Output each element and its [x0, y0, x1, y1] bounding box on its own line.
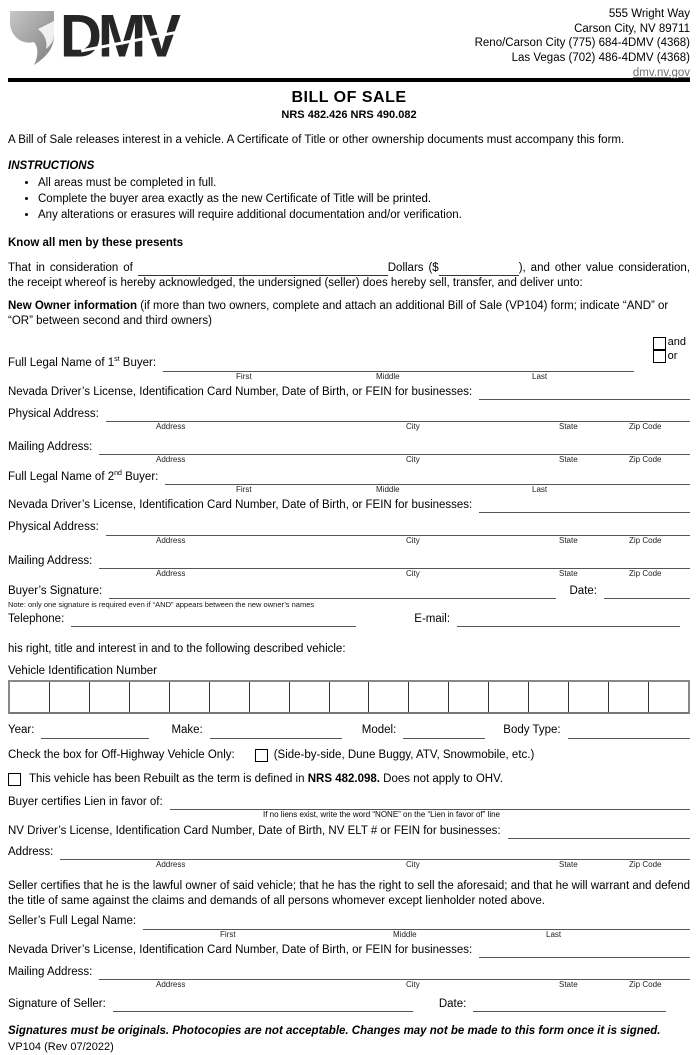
or-checkbox-label: or — [667, 350, 678, 363]
lien-note: If no liens exist, write the word “NONE” on the “Lien in favor of” line — [263, 810, 500, 820]
buyer2-name-label: Full Legal Name of 2nd Buyer: — [8, 470, 159, 484]
make-label: Make: — [171, 724, 203, 737]
address-sublabels: Address City State Zip Code — [156, 421, 662, 431]
telephone-field[interactable] — [71, 612, 356, 627]
and-or-checkbox-group — [653, 336, 686, 364]
body-type-field[interactable] — [568, 724, 690, 739]
new-owner-heading: New Owner information — [8, 300, 138, 312]
lienholder-address-field[interactable] — [60, 845, 690, 860]
dmv-logo — [8, 2, 218, 71]
buyer1-physical-address-label: Physical Address: — [8, 407, 99, 420]
buyer-date-field[interactable] — [604, 584, 690, 599]
rebuilt-checkbox[interactable] — [8, 773, 21, 786]
or-checkbox[interactable] — [653, 350, 666, 363]
seller-mailing-address-field[interactable] — [99, 965, 690, 980]
buyer2-name-field[interactable] — [165, 470, 690, 485]
seller-id-field[interactable] — [479, 943, 690, 958]
buyer2-id-field[interactable] — [479, 498, 690, 513]
address-sublabels: Address City State Zip Code — [156, 979, 662, 989]
vin-cell[interactable] — [609, 682, 649, 712]
body-type-label: Body Type: — [503, 724, 561, 737]
address-sublabels: Address City State Zip Code — [156, 455, 662, 465]
consideration-text-1: That in consideration of — [8, 261, 133, 274]
buyer1-id-label: Nevada Driver’s License, Identification Card Number, Date of Birth, or FEIN for businesses: — [8, 385, 473, 398]
address-line: 555 Wright Way — [608, 8, 690, 20]
agency-address-block — [475, 5, 690, 81]
buyer-date-label: Date: — [569, 584, 597, 597]
consideration-amount-number-blank[interactable] — [439, 263, 519, 276]
seller-mailing-address-label: Mailing Address: — [8, 965, 93, 978]
year-label: Year: — [8, 724, 35, 737]
instruction-item: • All areas must be completed in full. — [38, 176, 690, 191]
vin-grid — [8, 680, 690, 714]
vin-cell[interactable] — [649, 682, 688, 712]
address-sublabels: Address City State Zip Code — [156, 568, 662, 578]
new-owner-paragraph — [8, 299, 690, 329]
seller-id-label: Nevada Driver’s License, Identification Card Number, Date of Birth, or FEIN for businesses: — [8, 943, 473, 956]
make-field[interactable] — [210, 724, 342, 739]
name-sublabels: First Middle Last — [236, 371, 548, 381]
seller-date-label: Date: — [438, 997, 467, 1010]
year-field[interactable] — [41, 724, 149, 739]
vin-cell[interactable] — [489, 682, 529, 712]
name-sublabels: First Middle Last — [236, 485, 548, 495]
lienholder-address-label: Address: — [8, 845, 54, 858]
new-owner-text: (if more than two owners, complete and attach an additional Bill of Sale (VP104) form; indicate “AND” or “OR” between second and third owners) — [8, 300, 669, 328]
originals-warning: Signatures must be originals. Photocopies are not acceptable. Changes may not be made to this form once it is signed. — [8, 1025, 661, 1038]
vin-cell[interactable] — [130, 682, 170, 712]
name-sublabels: First Middle Last — [220, 929, 562, 939]
buyer1-physical-address-field[interactable] — [106, 407, 690, 422]
form-header — [8, 2, 690, 79]
buyer-signature-field[interactable] — [109, 584, 555, 599]
telephone-label: Telephone: — [8, 612, 65, 625]
buyer1-name-label: Full Legal Name of 1st Buyer: — [8, 356, 157, 370]
vin-cell[interactable] — [210, 682, 250, 712]
buyer2-id-label: Nevada Driver’s License, Identification Card Number, Date of Birth, or FEIN for businesses: — [8, 499, 473, 512]
vin-cell[interactable] — [409, 682, 449, 712]
buyer-signature-label: Buyer’s Signature: — [8, 584, 103, 597]
and-checkbox[interactable] — [653, 337, 666, 350]
ohv-description: (Side-by-side, Dune Buggy, ATV, Snowmobile, etc.) — [273, 748, 535, 761]
vin-cell[interactable] — [569, 682, 609, 712]
address-sublabels: Address City State Zip Code — [156, 535, 662, 545]
vin-cell[interactable] — [330, 682, 370, 712]
address-line: Reno/Carson City (775) 684-4DMV (4368) — [474, 37, 690, 50]
form-title: BILL OF SALE — [291, 89, 407, 106]
instructions-heading: INSTRUCTIONS — [8, 159, 95, 172]
vin-cell[interactable] — [369, 682, 409, 712]
vehicle-intro: his right, title and interest in and to the following described vehicle: — [8, 643, 346, 656]
seller-name-field[interactable] — [143, 915, 690, 930]
form-statute: NRS 482.426 NRS 490.082 — [281, 109, 417, 122]
vin-cell[interactable] — [529, 682, 569, 712]
lienholder-id-label: NV Driver’s License, Identification Card Number, Date of Birth, NV ELT # or FEIN for businesses: — [8, 824, 501, 837]
know-all-men-heading: Know all men by these presents — [8, 237, 184, 250]
buyer1-id-field[interactable] — [479, 385, 690, 400]
vin-cell[interactable] — [250, 682, 290, 712]
and-checkbox-label: and — [667, 336, 686, 349]
consideration-text-2: Dollars ($ — [387, 261, 439, 274]
address-sublabels: Address City State Zip Code — [156, 859, 662, 869]
intro-text: A Bill of Sale releases interest in a vehicle. A Certificate of Title or other ownership documents must accompany this form. — [8, 133, 625, 146]
address-line: Carson City, NV 89711 — [574, 22, 690, 35]
instruction-item: • Complete the buyer area exactly as the new Certificate of Title will be printed. — [38, 192, 690, 207]
seller-date-field[interactable] — [473, 997, 666, 1012]
buyer1-mailing-address-field[interactable] — [99, 440, 690, 455]
buyer2-mailing-address-label: Mailing Address: — [8, 554, 93, 567]
consideration-paragraph — [8, 261, 690, 291]
dmv-website-link[interactable]: dmv.nv.gov — [632, 66, 690, 79]
dmv-logo-icon — [8, 9, 66, 71]
instruction-item: • Any alterations or erasures will require additional documentation and/or verification. — [38, 208, 690, 223]
ohv-checkbox[interactable] — [255, 749, 268, 762]
vin-cell[interactable] — [449, 682, 489, 712]
ohv-label: Check the box for Off-Highway Vehicle Only: — [8, 748, 235, 761]
signature-note: Note: only one signature is required even if “AND” appears between the new owner’s names — [8, 599, 315, 609]
form-number: VP104 (Rev 07/2022) — [8, 1041, 114, 1054]
model-label: Model: — [361, 724, 397, 737]
seller-signature-label: Signature of Seller: — [8, 997, 106, 1010]
buyer2-physical-address-field[interactable] — [106, 521, 690, 536]
email-label: E-mail: — [414, 612, 451, 625]
title-block — [8, 87, 690, 123]
consideration-text-3: ), and other value consideration, the receipt whereof is hereby acknowledged, the undersigned (seller) does hereby sell, transfer, and deliver unto: — [8, 261, 691, 289]
email-field[interactable] — [457, 612, 680, 627]
seller-signature-field[interactable] — [113, 997, 413, 1012]
model-field[interactable] — [403, 724, 485, 739]
buyer1-name-field[interactable] — [163, 357, 634, 372]
lien-label: Buyer certifies Lien in favor of: — [8, 795, 163, 808]
address-line: Las Vegas (702) 486-4DMV (4368) — [511, 52, 690, 65]
rebuilt-statute: NRS 482.098. — [307, 772, 380, 785]
vin-cell[interactable] — [10, 682, 50, 712]
buyer2-mailing-address-field[interactable] — [99, 554, 690, 569]
buyer2-physical-address-label: Physical Address: — [8, 521, 99, 534]
lienholder-id-field[interactable] — [508, 824, 690, 839]
consideration-amount-words-blank[interactable] — [138, 263, 388, 276]
vin-cell[interactable] — [90, 682, 130, 712]
seller-name-label: Seller’s Full Legal Name: — [8, 915, 137, 928]
vin-label: Vehicle Identification Number — [8, 665, 157, 678]
vin-cell[interactable] — [50, 682, 90, 712]
buyer1-mailing-address-label: Mailing Address: — [8, 440, 93, 453]
vin-cell[interactable] — [170, 682, 210, 712]
dmv-logo-text: DMV — [60, 2, 177, 71]
rebuilt-text: This vehicle has been Rebuilt as the term is defined in NRS 482.098. Does not apply to OHV. — [29, 772, 503, 785]
lien-field[interactable] — [170, 795, 690, 810]
vin-cell[interactable] — [290, 682, 330, 712]
seller-certification-text: Seller certifies that he is the lawful owner of said vehicle; that he has the right to sell the aforesaid; and that he will warrant and defend the title of same against the claims and demands of all persons whomever except lienholder noted above. — [8, 879, 690, 908]
instructions-list — [38, 176, 690, 224]
